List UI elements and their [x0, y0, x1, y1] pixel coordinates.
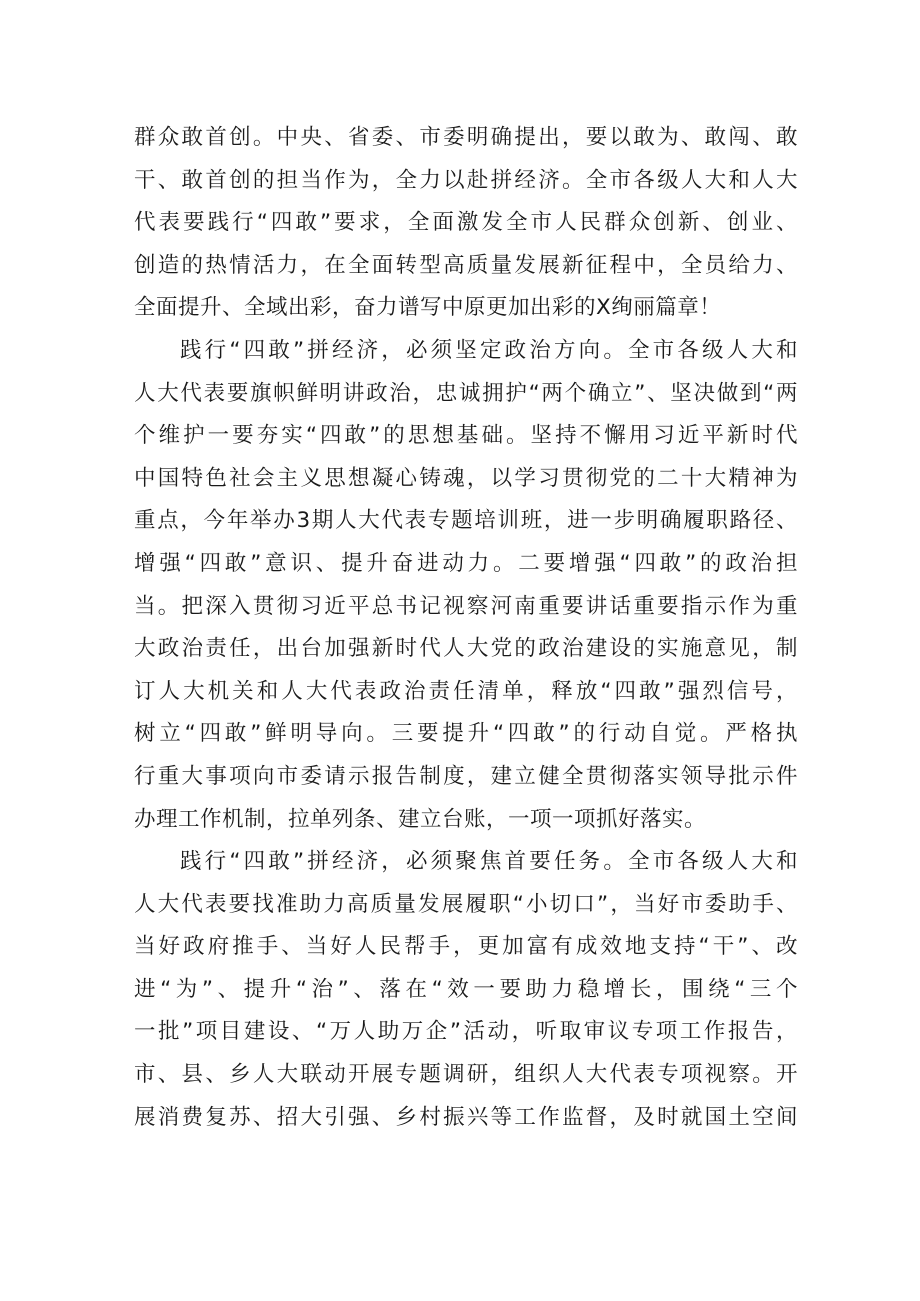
text-line: 大政治责任，出台加强新时代人大党的政治建设的实施意见，制 [134, 636, 798, 662]
text-line: 进“为”、提升“治”、落在“效一要助力稳增长，围绕“三个 [134, 976, 798, 1002]
text-line: 当好政府推手、当好人民帮手，更加富有成效地支持“干”、改 [134, 934, 798, 960]
text-line: 群众敢首创。中央、省委、市委明确提出，要以敢为、敢闯、敢 [134, 125, 798, 150]
text-line: 订人大机关和人大代表政治责任清单，释放“四敢”强烈信号， [134, 678, 798, 704]
text-line: 人大代表要旗帜鲜明讲政治，忠诚拥护“两个确立”、坚决做到“两 [134, 380, 798, 406]
text-line: 代表要践行“四敢”要求，全面激发全市人民群众创新、创业、 [134, 210, 798, 236]
text-line: 个维护一要夯实“四敢”的思想基础。坚持不懈用习近平新时代 [134, 423, 798, 449]
text-line: 重点，今年举办3期人大代表专题培训班，进一步明确履职路径、 [134, 508, 798, 534]
text-line: 树立“四敢”鲜明导向。三要提升“四敢”的行动自觉。严格执 [134, 721, 798, 747]
text-line: 市、县、乡人大联动开展专题调研，组织人大代表专项视察。开 [134, 1062, 798, 1088]
text-line: 一批”项目建设、“万人助万企”活动，听取审议专项工作报告， [134, 1019, 798, 1045]
text-line: 办理工作机制，拉单列条、建立台账，一项一项抓好落实。 [134, 806, 707, 832]
text-line: 当。把深入贯彻习近平总书记视察河南重要讲话重要指示作为重 [134, 593, 798, 619]
text-line: 全面提升、全域出彩，奋力谱写中原更加出彩的X绚丽篇章！ [134, 295, 722, 321]
text-line: 展消费复苏、招大引强、乡村振兴等工作监督，及时就国土空间 [134, 1104, 798, 1130]
text-line: 行重大事项向市委请示报告制度，建立健全贯彻落实领导批示件 [134, 763, 798, 789]
body-text [134, 117, 798, 1139]
text-line: 人大代表要找准助力高质量发展履职“小切口”，当好市委助手、 [134, 891, 798, 917]
text-line: 中国特色社会主义思想凝心铸魂，以学习贯彻党的二十大精神为 [134, 465, 798, 491]
text-line: 干、敢首创的担当作为，全力以赴拼经济。全市各级人大和人大 [134, 167, 798, 193]
text-line: 增强“四敢”意识、提升奋进动力。二要增强“四敢”的政治担 [134, 550, 798, 576]
text-line: 创造的热情活力，在全面转型高质量发展新征程中，全员给力、 [134, 252, 798, 278]
paragraph-first-line: 践行“四敢”拼经济，必须聚焦首要任务。全市各级人大和 [180, 849, 798, 875]
paragraph-first-line: 践行“四敢”拼经济，必须坚定政治方向。全市各级人大和 [180, 337, 798, 363]
